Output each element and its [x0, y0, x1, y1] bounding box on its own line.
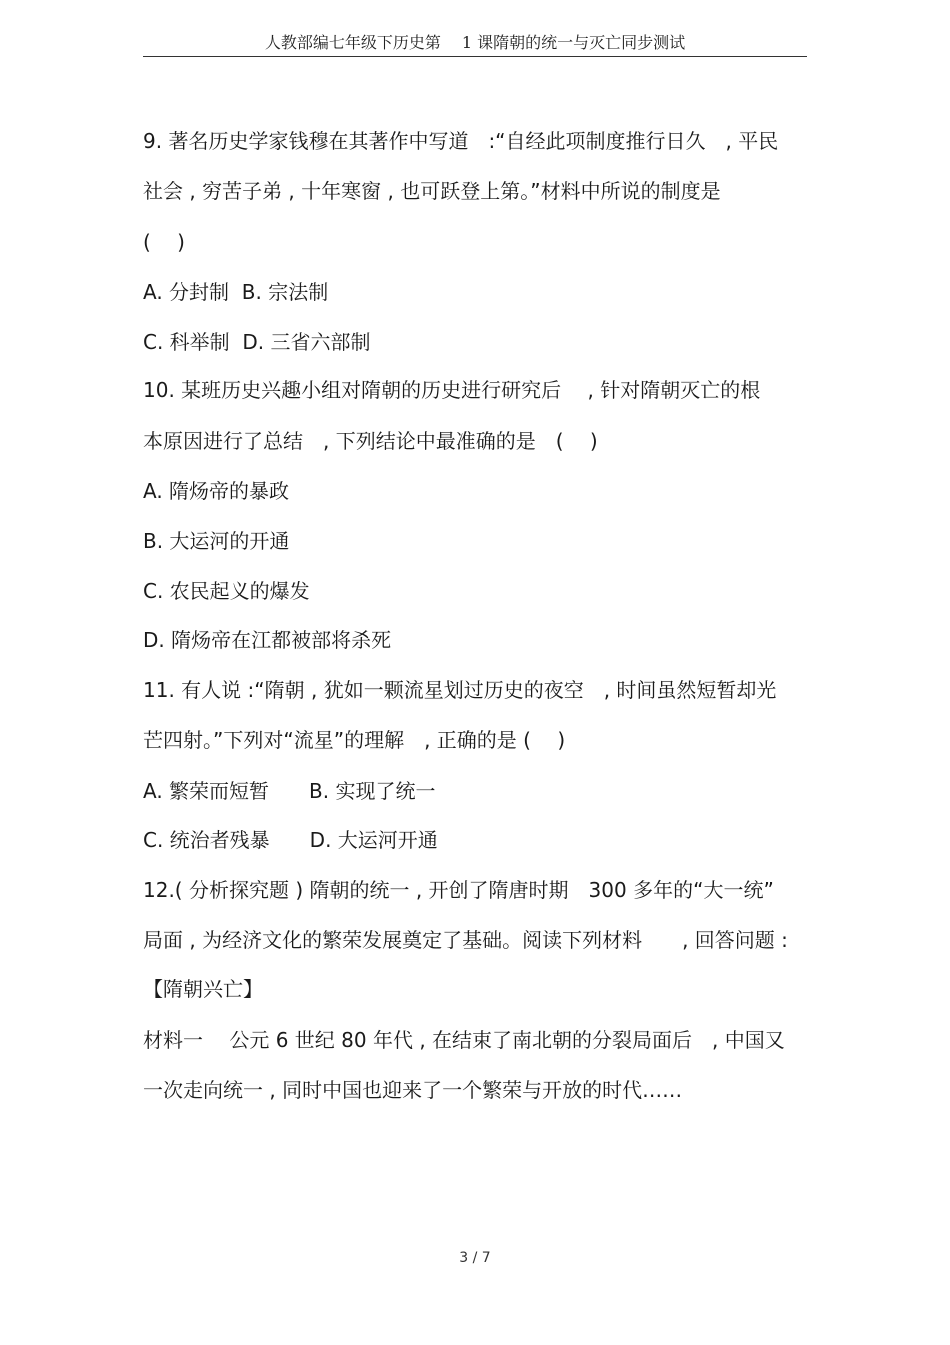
text-line: A. 繁荣而短暂 B. 实现了统一: [143, 779, 436, 803]
text-line: B. 大运河的开通: [143, 529, 290, 553]
text-line: 9. 著名历史学家钱穆在其著作中写道 :“自经此项制度推行日久 , 平民: [143, 129, 779, 153]
text-line: 10. 某班历史兴趣小组对隋朝的历史进行研究后 , 针对隋朝灭亡的根: [143, 378, 761, 402]
text-line: C. 农民起义的爆发: [143, 579, 310, 603]
text-line: 一次走向统一 , 同时中国也迎来了一个繁荣与开放的时代……: [143, 1078, 683, 1102]
text-line: ( ): [143, 230, 185, 254]
text-line: C. 科举制 D. 三省六部制: [143, 330, 371, 354]
text-line: C. 统治者残暴 D. 大运河开通: [143, 828, 438, 852]
text-line: 11. 有人说 :“隋朝 , 犹如一颗流星划过历史的夜空 , 时间虽然短暂却光: [143, 678, 777, 702]
text-line: 本原因进行了总结 , 下列结论中最准确的是 ( ): [143, 429, 598, 453]
text-line: D. 隋炀帝在江都被部将杀死: [143, 628, 392, 652]
text-line: 材料一 公元 6 世纪 80 年代 , 在结束了南北朝的分裂局面后 , 中国又: [143, 1028, 785, 1052]
text-line: A. 隋炀帝的暴政: [143, 479, 290, 503]
text-line: 12.( 分析探究题 ) 隋朝的统一 , 开创了隋唐时期 300 多年的“大一统”: [143, 878, 774, 902]
text-line: A. 分封制 B. 宗法制: [143, 280, 329, 304]
text-line: 局面 , 为经济文化的繁荣发展奠定了基础。阅读下列材料 , 回答问题 :: [143, 928, 788, 952]
page-number: 3 / 7: [459, 1250, 491, 1266]
text-line: 【隋朝兴亡】: [143, 977, 263, 1001]
text-line: 芒四射。”下列对“流星”的理解 , 正确的是 ( ): [143, 728, 566, 752]
page-header: 人教部编七年级下历史第 1 课隋朝的统一与灭亡同步测试: [143, 30, 807, 57]
text-line: 社会 , 穷苦子弟 , 十年寒窗 , 也可跃登上第。”材料中所说的制度是: [143, 179, 721, 203]
